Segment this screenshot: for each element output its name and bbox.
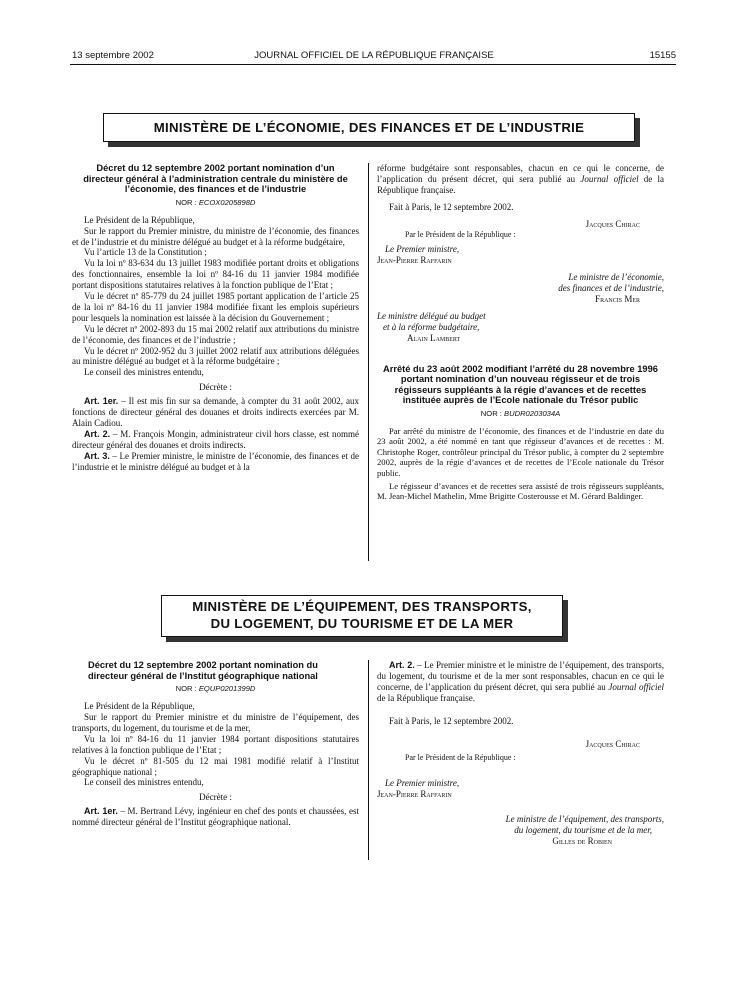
article-text: – Il est mis fin sur sa demande, à compter du 31 août 2002, aux fonctions de directeur général des douanes et droits indirects exercées par M. Alain Cadiou. bbox=[72, 396, 360, 428]
decret-equipement bbox=[72, 660, 359, 828]
arrete-title: Arrêté du 23 août 2002 modifiant l’arrêté du 28 novembre 1996 portant nomination d’un nouveau régisseur et de trois régisseurs suppléants à la régie d’avances et de recettes instituée auprès de l’Ecole nationale du Trésor public bbox=[383, 363, 658, 406]
pm-name: Jean-Pierre Raffarin bbox=[377, 255, 452, 266]
paragraph: Le régisseur d’avances et de recettes sera assisté de trois régisseurs suppléants, M. Jean-Michel Mathelin, Mme Brigitte Costerousse et M. Gérard Baldinger. bbox=[377, 481, 664, 502]
decret-equipement-title: Décret du 12 septembre 2002 portant nomination du directeur général de l’Institut géographique national bbox=[88, 660, 318, 681]
header-journal-title: JOURNAL OFFICIEL DE LA RÉPUBLIQUE FRANÇAISE bbox=[254, 50, 494, 61]
minister-equipement-name: Gilles de Robien bbox=[552, 835, 612, 846]
pm-title: Le Premier ministre, bbox=[385, 244, 460, 255]
signer-president: Jacques Chirac bbox=[585, 218, 640, 229]
column-divider bbox=[368, 163, 369, 561]
minister-budget-title-1: Le ministre délégué au budget bbox=[377, 310, 486, 321]
decret-equipement-nor bbox=[72, 684, 359, 695]
header-rule bbox=[70, 64, 676, 65]
decret-economie-title: Décret du 12 septembre 2002 portant nomination d’un directeur général à l’administration centrale du ministère de l’économie, des finances et de l’industrie bbox=[83, 163, 348, 195]
pm-name: Jean-Pierre Raffarin bbox=[377, 789, 452, 800]
article-1 bbox=[72, 806, 359, 828]
minister-economie-name: Francis Mer bbox=[595, 294, 640, 305]
pm-title: Le Premier ministre, bbox=[385, 778, 460, 789]
arrete-nor bbox=[377, 409, 664, 420]
continuation-pre: réforme budgétaire sont responsables, chacun en ce qui le concerne, de l’application du présent décret, qui sera publié au bbox=[377, 163, 664, 184]
continuation-post: de la République française. bbox=[377, 173, 664, 195]
paragraph: Le Président de la République, bbox=[84, 701, 195, 712]
fait-a-paris: Fait à Paris, le 12 septembre 2002. bbox=[389, 201, 514, 212]
ministry-economie-title: MINISTÈRE DE L’ÉCONOMIE, DES FINANCES ET DE L’INDUSTRIE bbox=[103, 113, 635, 142]
article-text-post: de la République française. bbox=[377, 692, 475, 703]
article-text-pre: – Le Premier ministre et le ministre de l’équipement, des transports, du logement, du tourisme et de la mer sont responsables, chacun en ce qui le concerne, de l’application du présent décret, qui sera publié au bbox=[377, 660, 665, 692]
nor-code: BUDR0203034A bbox=[504, 409, 561, 419]
article-text: – M. Bertrand Lévy, ingénieur en chef des ponts et chaussées, est nommé directeur général de l’Institut géographique national. bbox=[72, 806, 359, 828]
article-text: – M. François Mongin, administrateur civil hors classe, est nommé directeur général des douanes et droits indirects. bbox=[72, 428, 359, 450]
par-le-president: Par le Président de la République : bbox=[405, 753, 516, 763]
article-2 bbox=[377, 660, 664, 704]
decret-economie-continued bbox=[377, 163, 664, 502]
header-page-number: 15155 bbox=[649, 50, 676, 61]
header-date: 13 septembre 2002 bbox=[72, 50, 154, 61]
article-label: Art. 1er. bbox=[84, 396, 119, 407]
paragraph: Vu la loi nº 83-634 du 13 juillet 1983 modifiée portant droits et obligations des fonctionnaires, ensemble la loi nº 84-16 du 11 janvier 1984 modifiée portant dispositions statutaires relatives à la fonction publique de l’Etat ; bbox=[72, 258, 359, 291]
fait-a-paris: Fait à Paris, le 12 septembre 2002. bbox=[389, 715, 514, 726]
paragraph: Le Président de la République, bbox=[84, 214, 195, 225]
paragraph: Vu le décret nº 85-779 du 24 juillet 1985 portant application de l’article 25 de la loi nº 84-16 du 11 janvier 1984 modifiée fixant les emplois supérieurs pour lesquels la nomination est laissée à la décision du Gouvernement ; bbox=[72, 291, 359, 323]
article-label: Art. 1er. bbox=[84, 806, 118, 817]
minister-economie-title-1: Le ministre de l’économie, bbox=[568, 272, 664, 283]
decrete-label: Décrète : bbox=[199, 382, 232, 393]
article-text: – Le Premier ministre, le ministre de l’économie, des finances et de l’industrie et le ministre délégué au budget et à la bbox=[72, 450, 359, 472]
ministry-equipement-title-line1: MINISTÈRE DE L’ÉQUIPEMENT, DES TRANSPORTS, bbox=[192, 599, 532, 614]
nor-label: NOR : bbox=[175, 684, 197, 694]
decrete-label: Décrète : bbox=[199, 792, 232, 803]
decret-economie bbox=[72, 163, 359, 473]
article-label: Art. 2. bbox=[389, 660, 415, 670]
column-divider bbox=[368, 660, 369, 860]
ministry-equipement-title-line2: DU LOGEMENT, DU TOURISME ET DE LA MER bbox=[210, 616, 514, 631]
paragraph: Le conseil des ministres entendu, bbox=[84, 367, 204, 378]
article-label: Art. 2. bbox=[84, 428, 111, 439]
minister-equipement-title-1: Le ministre de l’équipement, des transports, bbox=[505, 814, 664, 825]
article-2 bbox=[72, 429, 359, 451]
ministry-equipement-title bbox=[161, 595, 563, 637]
paragraph: Vu le décret nº 81-505 du 12 mai 1981 modifié relatif à l’Institut géographique national ; bbox=[72, 755, 359, 777]
paragraph: Sur le rapport du Premier ministre, du ministre de l’économie, des finances et de l’industrie et du ministre délégué au budget et à la réforme budgétaire, bbox=[72, 225, 359, 247]
paragraph: Le conseil des ministres entendu, bbox=[84, 777, 204, 788]
paragraph: Sur le rapport du Premier ministre et du ministre de l’équipement, des transports, du logement, du tourisme et de la mer, bbox=[72, 712, 359, 733]
nor-label: NOR : bbox=[175, 197, 197, 207]
par-le-president: Par le Président de la République : bbox=[405, 229, 516, 239]
minister-economie-title-2: des finances et de l’industrie, bbox=[558, 283, 664, 294]
minister-equipement-title-2: du logement, du tourisme et de la mer, bbox=[514, 825, 652, 836]
nor-code: EQUP0201399D bbox=[198, 684, 256, 694]
paragraph: Vu le décret nº 2002-893 du 15 mai 2002 relatif aux attributions du ministre de l’économie, des finances et de l’industrie ; bbox=[72, 323, 359, 345]
paragraph: Vu l’article 13 de la Constitution ; bbox=[84, 247, 207, 258]
continuation-text bbox=[377, 163, 664, 196]
paragraph: Par arrêté du ministre de l’économie, des finances et de l’industrie en date du 23 août 2002, a été nommé en tant que régisseur d’avances et de recettes : M. Christophe Roger, contrôleur principal du Trésor public, à compter du 2 septembre 2002, auprès de la régie d’avances et de recettes de l’Ecole nationale du Trésor public. bbox=[377, 425, 664, 478]
minister-budget-title-2: et à la réforme budgétaire, bbox=[383, 321, 480, 332]
decret-equipement-continued bbox=[377, 660, 664, 847]
minister-budget-name: Alain Lambert bbox=[407, 332, 461, 343]
article-label: Art. 3. bbox=[84, 450, 110, 461]
article-1 bbox=[72, 396, 359, 429]
nor-label: NOR : bbox=[480, 409, 502, 419]
paragraph: Vu le décret nº 2002-952 du 3 juillet 2002 relatif aux attributions déléguées au ministre délégué au budget et à la réforme budgétaire ; bbox=[72, 345, 359, 367]
article-3 bbox=[72, 451, 359, 473]
paragraph: Vu la loi nº 84-16 du 11 janvier 1984 portant dispositions statutaires relatives à la fonction publique de l’Etat ; bbox=[72, 733, 359, 755]
article-journal: Journal officiel bbox=[608, 681, 665, 692]
continuation-journal: Journal officiel bbox=[580, 173, 639, 184]
decret-economie-nor bbox=[72, 198, 359, 209]
signer-president: Jacques Chirac bbox=[585, 738, 640, 749]
nor-code: ECOX0205898D bbox=[198, 197, 256, 207]
